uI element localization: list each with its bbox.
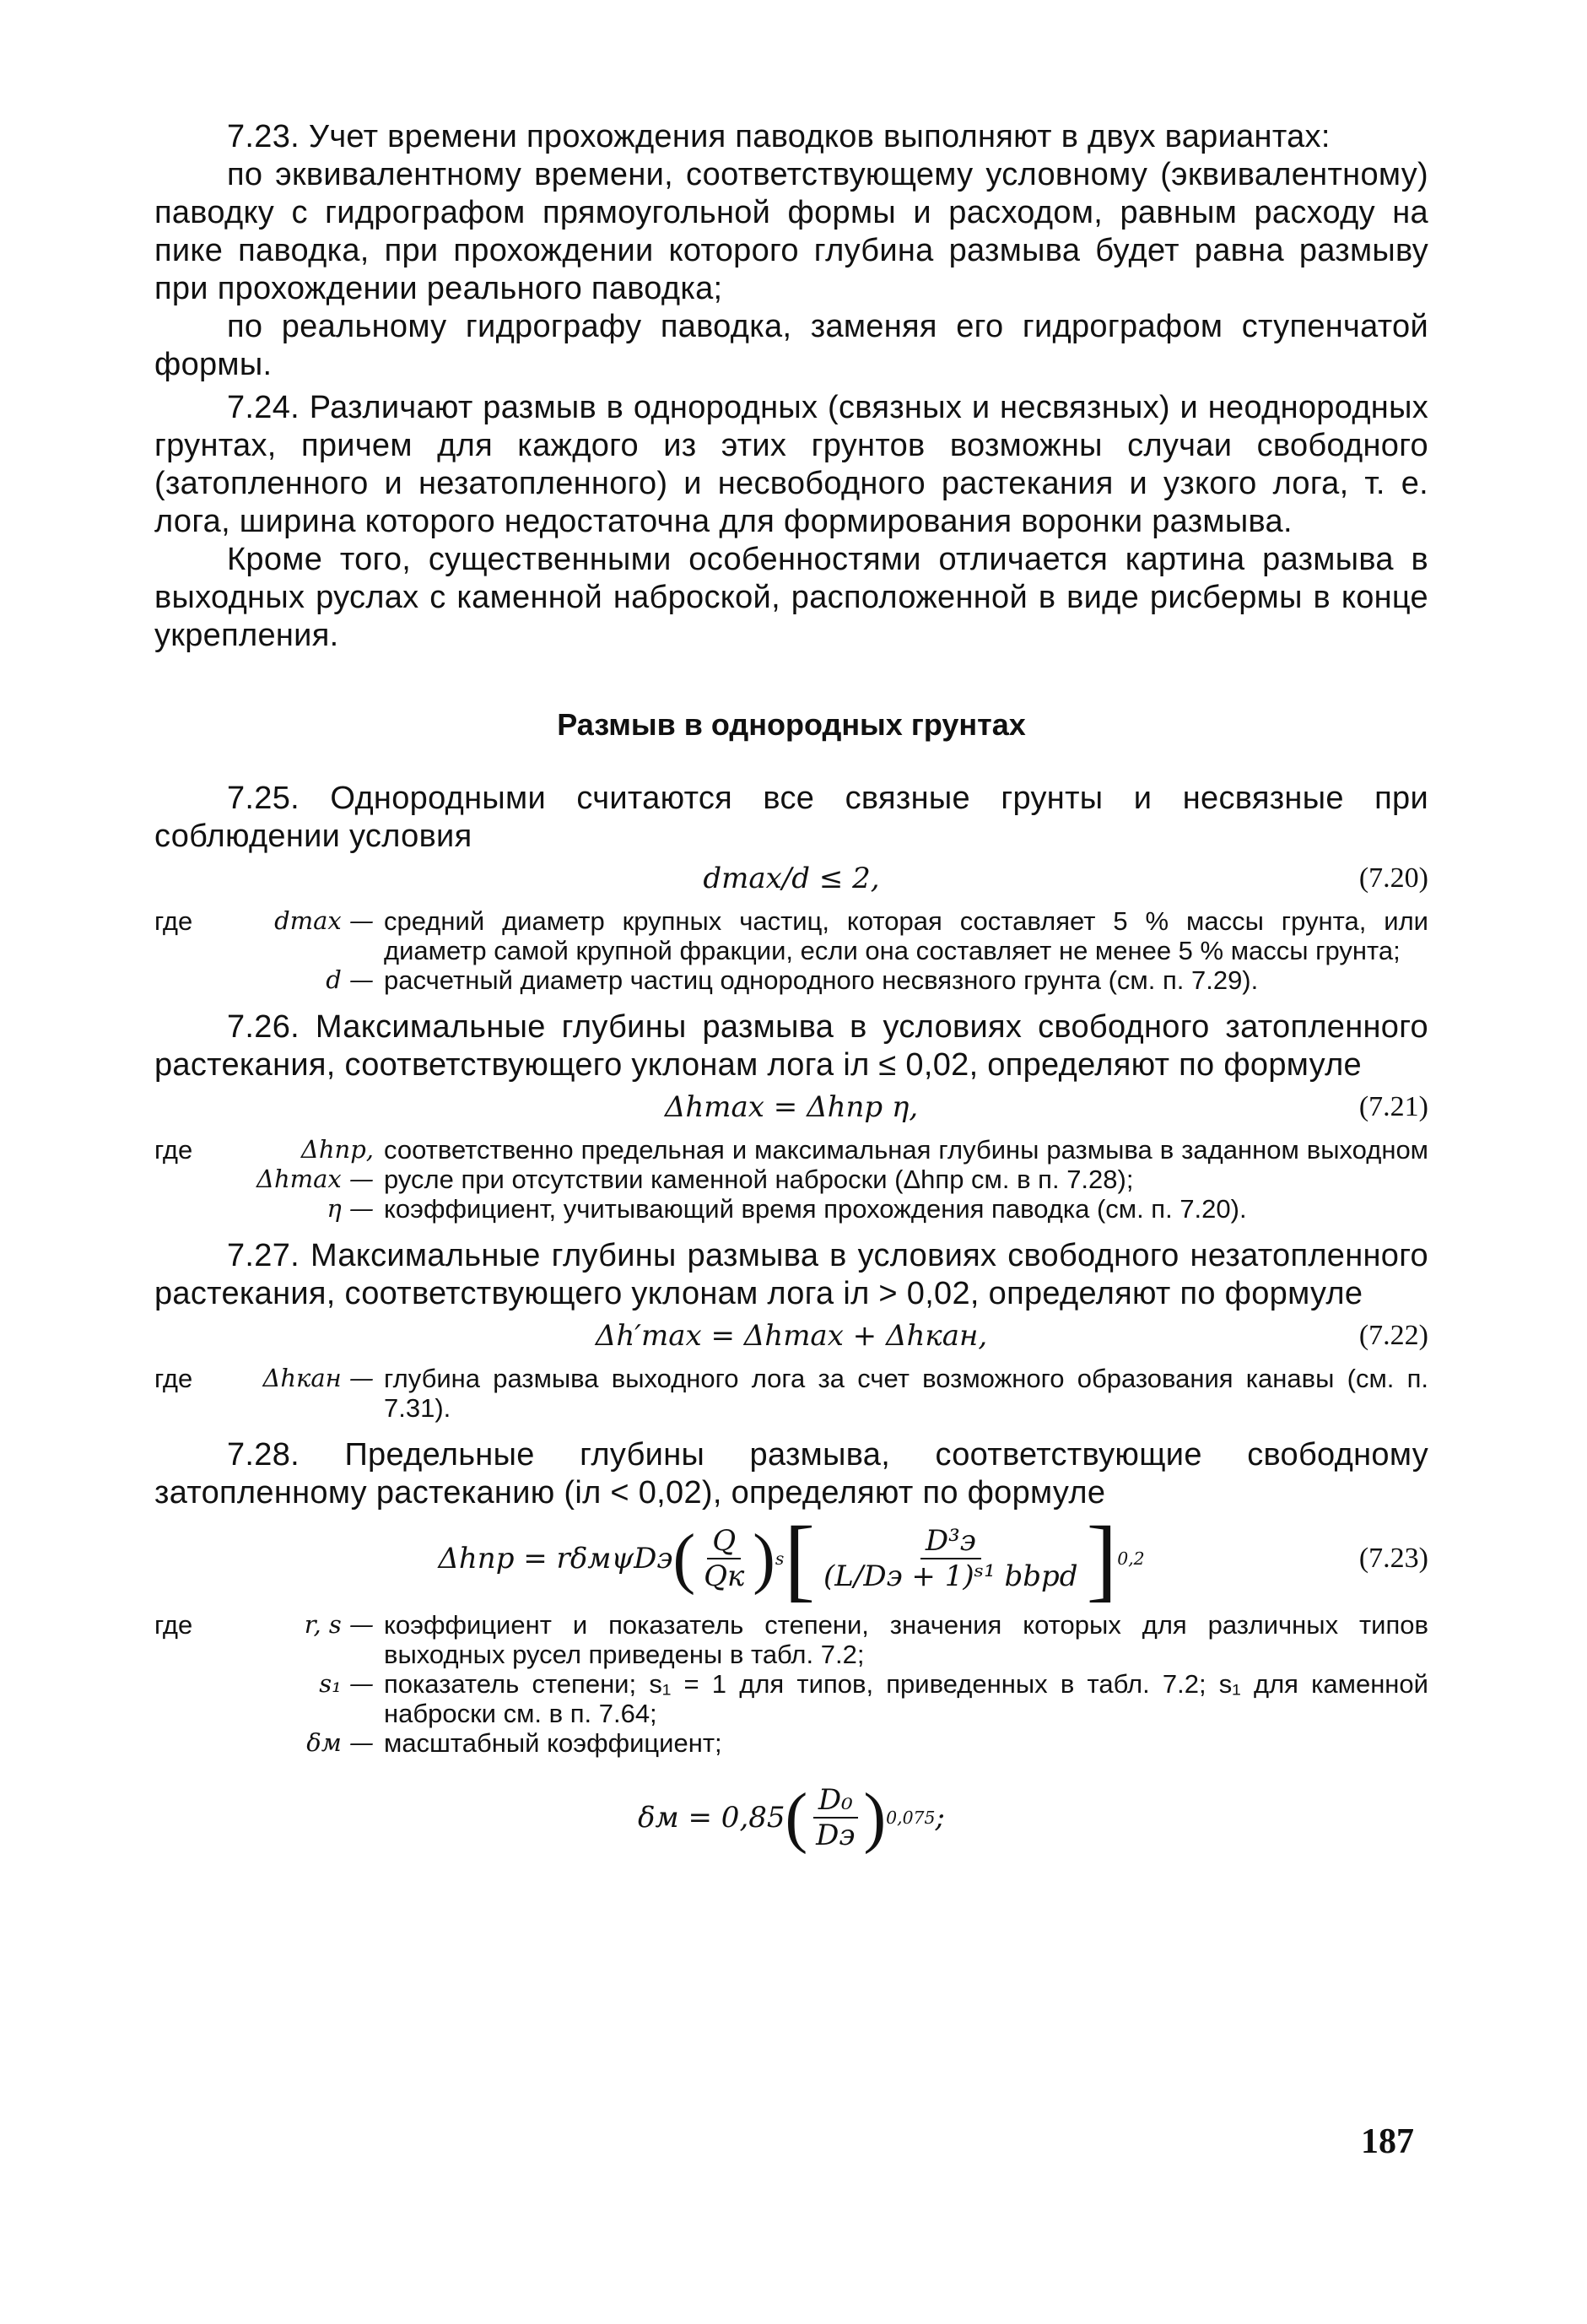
where-lead bbox=[154, 1669, 222, 1728]
fraction-denominator: Qк bbox=[704, 1559, 745, 1593]
formula-number: (7.20) bbox=[1358, 862, 1428, 894]
where-lead: где bbox=[154, 1135, 193, 1165]
where-text: коэффициент, учитывающий время прохождения паводка (см. п. 7.20). bbox=[384, 1194, 1247, 1224]
fraction-numerator: D₀ bbox=[813, 1783, 858, 1819]
exponent-power: 0,075 bbox=[886, 1808, 936, 1828]
where-symbol: s₁ — bbox=[319, 1669, 374, 1698]
where-text: показатель степени; s₁ = 1 для типов, приведенных в табл. 7.2; s₁ для каменной наброски см. в п. 7.64; bbox=[384, 1669, 1428, 1728]
paren-open: ( bbox=[785, 1781, 808, 1855]
paren-open: ( bbox=[672, 1521, 696, 1596]
where-row bbox=[154, 906, 1428, 965]
where-text: соответственно предельная и максимальная глубины размыва в заданном выходном русле при отсутствии каменной наброски (Δhпр см. в п. 7.28); bbox=[384, 1135, 1428, 1194]
where-symbol: Δhпр, Δhmax — bbox=[256, 1135, 374, 1193]
section-7-25 bbox=[154, 780, 1428, 995]
where-lead: где bbox=[154, 1610, 193, 1640]
where-row bbox=[154, 1610, 1428, 1669]
where-text: коэффициент и показатель степени, значения которых для различных типов выходных русел приведены в табл. 7.2; bbox=[384, 1610, 1428, 1669]
fraction-d0-de bbox=[811, 1783, 860, 1852]
fraction-numerator: Q bbox=[707, 1524, 741, 1559]
where-row bbox=[154, 1135, 1428, 1194]
where-text: средний диаметр крупных частиц, которая составляет 5 % массы грунта, или диаметр самой крупной фракции, если она составляет не менее 5 % массы грунта; bbox=[384, 906, 1428, 965]
fraction-numerator: D³э bbox=[920, 1524, 981, 1559]
where-row bbox=[154, 1669, 1428, 1728]
where-row bbox=[154, 1364, 1428, 1423]
formula-number: (7.21) bbox=[1358, 1091, 1428, 1122]
formula-7-22 bbox=[154, 1313, 1428, 1359]
fraction-d bbox=[818, 1524, 1083, 1593]
formula-expression: Δh′max = Δhmax + Δhкан, bbox=[595, 1319, 988, 1353]
bracket-open: [ bbox=[784, 1507, 816, 1610]
where-list-7-20 bbox=[154, 906, 1428, 995]
where-text: расчетный диаметр частиц однородного несвязного грунта (см. п. 7.29). bbox=[384, 965, 1259, 995]
formula-expression: Δhmax = Δhпр η, bbox=[664, 1090, 919, 1124]
paragraph: 7.26. Максимальные глубины размыва в условиях свободного затопленного растекания, соответствующего уклонам лога iл ≤ 0,02, определяют по формуле bbox=[154, 1009, 1428, 1083]
paragraph: 7.27. Максимальные глубины размыва в условиях свободного незатопленного растекания, соответствующего уклонам лога iл > 0,02, определяют по формуле bbox=[154, 1238, 1428, 1311]
section-7-23 bbox=[154, 118, 1428, 384]
where-text: масштабный коэффициент; bbox=[384, 1728, 722, 1758]
where-symbol: dmax — bbox=[274, 906, 374, 935]
where-lead bbox=[154, 1728, 222, 1758]
where-row bbox=[154, 1728, 1428, 1758]
page-body bbox=[154, 118, 1428, 1869]
bracket-close: ] bbox=[1086, 1507, 1118, 1610]
where-symbol: η — bbox=[327, 1194, 374, 1223]
formula-tail: ; bbox=[935, 1801, 945, 1835]
where-lead bbox=[154, 1194, 222, 1224]
formula-7-23 bbox=[154, 1507, 1428, 1610]
paragraph: 7.24. Различают размыв в однородных (связных и несвязных) и неоднородных грунтах, причем для каждого из этих грунтов возможны случаи свободного (затопленного и незатопленного) и несвободного растекания и узкого лога, т. е. лога, ширина которого недостаточна для формирования воронки размыва. bbox=[154, 390, 1428, 539]
fraction-q-qk bbox=[699, 1524, 749, 1593]
paragraph: 7.23. Учет времени прохождения паводков выполняют в двух вариантах: bbox=[227, 119, 1331, 154]
section-7-24 bbox=[154, 389, 1428, 655]
formula-lhs: δм = 0,85 bbox=[638, 1801, 785, 1835]
formula-delta-m bbox=[154, 1771, 1428, 1864]
where-symbol: Δhкан — bbox=[262, 1364, 374, 1392]
section-7-27 bbox=[154, 1237, 1428, 1423]
paren-close: ) bbox=[753, 1521, 775, 1596]
formula-number: (7.22) bbox=[1358, 1320, 1428, 1351]
exponent-power: 0,2 bbox=[1117, 1548, 1145, 1569]
where-symbol: r, s — bbox=[304, 1610, 374, 1639]
where-symbol: δм — bbox=[306, 1728, 374, 1757]
formula-7-21 bbox=[154, 1084, 1428, 1130]
fraction-denominator: Dэ bbox=[816, 1819, 856, 1852]
paragraph: по эквивалентному времени, соответствующему условному (эквивалентному) паводку с гидрографом прямоугольной формы и расходом, равным расходу на пике паводка, при прохождении которого глубина размыва будет равна размыву при прохождении реального паводка; bbox=[154, 157, 1428, 306]
page-number: 187 bbox=[1361, 2122, 1414, 2161]
where-text: глубина размыва выходного лога за счет возможного образования канавы (см. п. 7.31). bbox=[384, 1364, 1428, 1423]
section-7-28 bbox=[154, 1436, 1428, 1864]
where-lead: где bbox=[154, 906, 193, 936]
formula-lhs: Δhпр = rδмψDэ bbox=[438, 1542, 673, 1575]
where-list-7-21 bbox=[154, 1135, 1428, 1224]
paragraph: 7.28. Предельные глубины размыва, соответствующие свободному затопленному растеканию (iл < 0,02), определяют по формуле bbox=[154, 1437, 1428, 1511]
formula-7-20 bbox=[154, 856, 1428, 901]
paragraph: 7.25. Однородными считаются все связные грунты и несвязные при соблюдении условия bbox=[154, 781, 1428, 854]
where-list-7-23 bbox=[154, 1610, 1428, 1758]
where-list-7-22 bbox=[154, 1364, 1428, 1423]
where-lead bbox=[154, 965, 222, 995]
paragraph: Кроме того, существенными особенностями отличается картина размыва в выходных руслах с каменной наброской, расположенной в виде рисбермы в конце укрепления. bbox=[154, 542, 1428, 653]
paragraph: по реальному гидрографу паводка, заменяя его гидрографом ступенчатой формы. bbox=[154, 309, 1428, 382]
formula-number: (7.23) bbox=[1358, 1543, 1428, 1574]
fraction-denominator: (L/Dэ + 1)ˢ¹ bbрd bbox=[823, 1559, 1078, 1593]
where-row bbox=[154, 1194, 1428, 1224]
section-7-26 bbox=[154, 1008, 1428, 1224]
section-heading: Размыв в однородных грунтах bbox=[557, 707, 1026, 742]
where-row bbox=[154, 965, 1428, 995]
formula-expression: dmax/d ≤ 2, bbox=[703, 862, 880, 895]
where-lead: где bbox=[154, 1364, 193, 1393]
exponent-s: s bbox=[775, 1548, 785, 1569]
paren-close: ) bbox=[863, 1781, 887, 1855]
where-symbol: d — bbox=[326, 965, 374, 994]
